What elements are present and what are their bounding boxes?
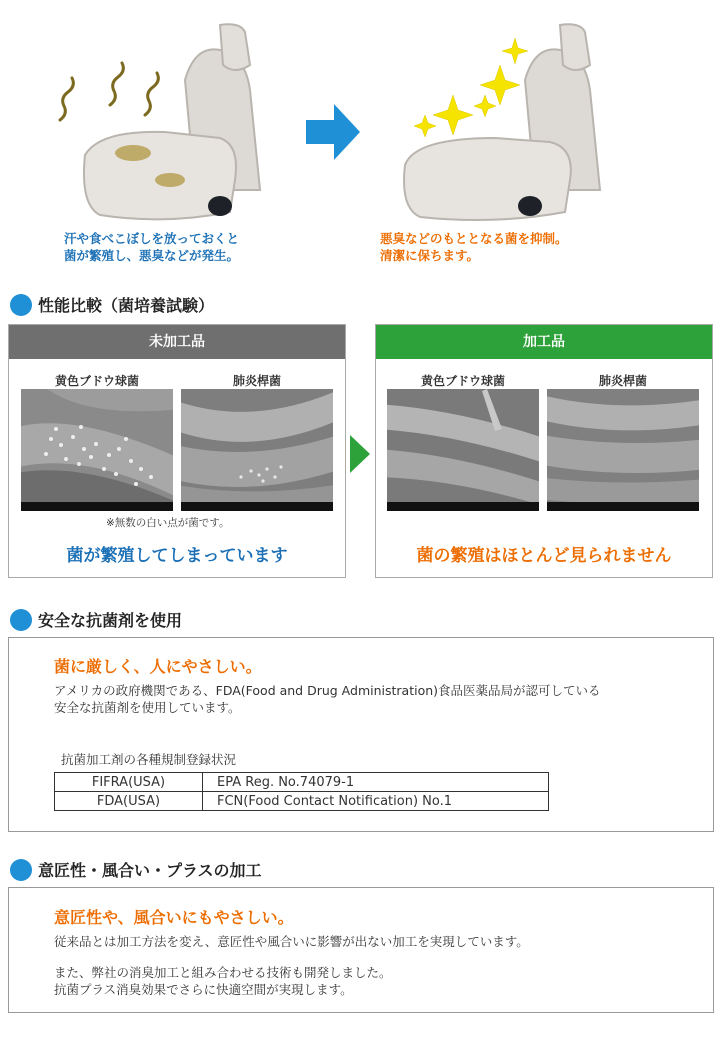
section-title: 性能比較（菌培養試験）	[38, 296, 215, 315]
bullet-circle-icon	[10, 859, 32, 881]
sem-image-staph-treated	[387, 389, 539, 511]
sem-image-pneumonia-treated	[547, 389, 699, 511]
sem-scale-bar	[387, 502, 539, 511]
table-row	[55, 773, 549, 792]
registration-table	[54, 772, 549, 811]
section-heading-performance	[10, 293, 214, 316]
design-body-1: 従来品とは加工方法を変え、意匠性や風合いに影響が出ない加工を実現しています。	[54, 934, 529, 949]
green-arrow-icon	[350, 435, 370, 473]
safe-agent-body: アメリカの政府機関である、FDA(Food and Drug Administration)食品医薬品局が認可している 安全な抗菌剤を使用しています。	[54, 683, 601, 715]
table-caption: 抗菌加工剤の各種規制登録状況	[61, 752, 237, 767]
design-body-2: また、弊社の消臭加工と組み合わせる技術も開発しました。 抗菌プラス消臭効果でさらに快適空間が実現します。	[54, 965, 392, 997]
sem-image-staph-untreated	[21, 389, 173, 511]
sem-scale-bar	[21, 502, 173, 511]
treated-panel	[375, 324, 713, 578]
micro-label: 肺炎桿菌	[598, 374, 647, 388]
section-heading-safe-agent	[10, 608, 182, 631]
micro-label: 黄色ブドウ球菌	[420, 374, 505, 388]
bullet-circle-icon	[10, 609, 32, 631]
section-title: 意匠性・風合い・プラスの加工	[38, 861, 262, 880]
after-caption: 悪臭などのもととなる菌を抑制。 清潔に保ちます。	[380, 231, 568, 263]
design-box	[8, 887, 714, 1013]
bullet-circle-icon	[10, 294, 32, 316]
right-arrow-icon	[306, 104, 360, 160]
clean-seat-illustration	[385, 20, 615, 230]
sem-image-pneumonia-untreated	[181, 389, 333, 511]
table-row	[55, 792, 549, 811]
table-cell: FDA(USA)	[55, 792, 203, 811]
table-cell: EPA Reg. No.74079-1	[203, 773, 549, 792]
untreated-header: 未加工品	[9, 325, 345, 359]
treated-result: 菌の繁殖はほとんど見られません	[416, 546, 672, 566]
treated-header: 加工品	[376, 325, 712, 359]
sem-scale-bar	[547, 502, 699, 511]
untreated-panel	[8, 324, 346, 578]
section-heading-design	[10, 858, 262, 881]
untreated-result: 菌が繁殖してしまっています	[66, 546, 288, 566]
before-caption: 汗や食べこぼしを放っておくと 菌が繁殖し、悪臭などが発生。	[64, 231, 240, 263]
note-white-dots: ※無数の白い点が菌です。	[106, 517, 230, 529]
safe-agent-lead: 菌に厳しく、人にやさしい。	[54, 657, 262, 676]
dirty-seat-illustration	[45, 20, 275, 230]
safe-agent-box	[8, 637, 714, 832]
micro-label: 肺炎桿菌	[232, 374, 281, 388]
table-cell: FCN(Food Contact Notification) No.1	[203, 792, 549, 811]
table-cell: FIFRA(USA)	[55, 773, 203, 792]
section-title: 安全な抗菌剤を使用	[38, 611, 183, 630]
design-lead: 意匠性や、風合いにもやさしい。	[54, 908, 294, 927]
sem-scale-bar	[181, 502, 333, 511]
micro-label: 黄色ブドウ球菌	[54, 374, 139, 388]
